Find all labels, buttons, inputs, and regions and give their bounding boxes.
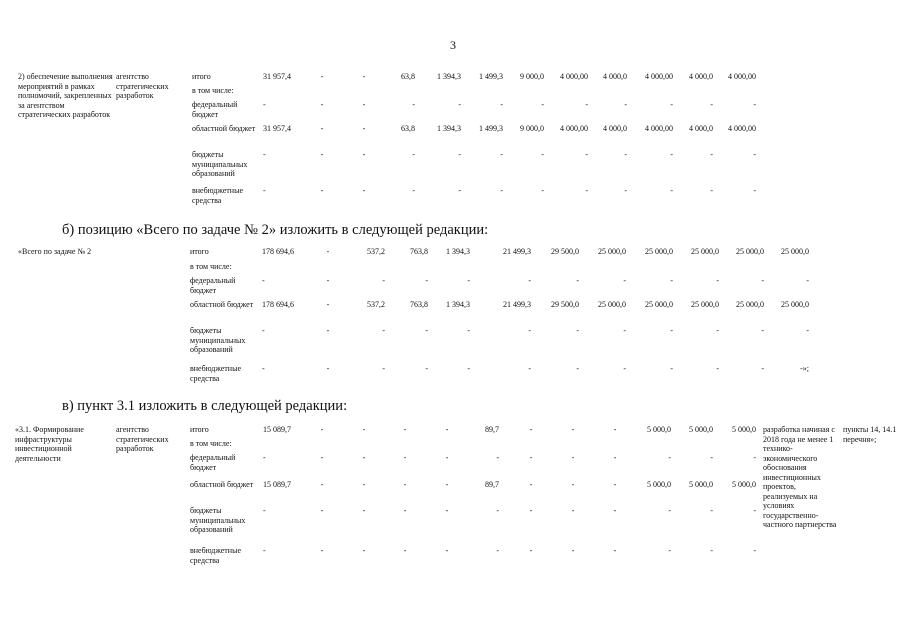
block1-executor: агентство стратегических разработок — [116, 72, 169, 100]
block1-cell: - — [541, 186, 544, 195]
block3-cell: - — [403, 546, 407, 555]
block1-cell: - — [753, 186, 756, 195]
block3-cell: 5 000,0 — [647, 425, 671, 434]
block3-cell: - — [529, 480, 533, 489]
block2-cell: 178 694,6 — [262, 300, 294, 309]
block2-cell: 537,2 — [367, 247, 385, 256]
block2-cell: - — [670, 364, 673, 373]
heading-b: б) позицию «Всего по задаче № 2» изложить в следующей редакции: — [62, 222, 489, 238]
block3-cell: - — [403, 425, 407, 434]
block2-cell: - — [425, 326, 428, 335]
block3-cell: - — [613, 425, 617, 434]
block1-cell: 63,8 — [401, 124, 415, 133]
block2-cell: - — [262, 276, 265, 285]
page-number: 3 — [450, 38, 456, 52]
block1-cell: 63,8 — [401, 72, 415, 81]
block3-cell: - — [445, 506, 449, 515]
block1-cell: 1 394,3 — [437, 72, 461, 81]
block2-cell: 25 000,0 — [691, 247, 719, 256]
block2-cell: 21 499,3 — [503, 300, 531, 309]
block3-cell: 5 000,0 — [647, 480, 671, 489]
block3-cell: - — [362, 546, 366, 555]
block1-cell: 4 000,00 — [728, 124, 756, 133]
block3-cell: - — [403, 453, 407, 462]
block3-cell: - — [668, 453, 671, 462]
block1-cell: - — [362, 150, 366, 159]
block2-cell: - — [326, 300, 330, 309]
block2-cell: - — [716, 364, 719, 373]
block3-cell: - — [263, 506, 266, 515]
block1-name: 2) обеспечение выполнения мероприятий в рамках полномочий, закрепленных за агентством стратегических разработок — [18, 72, 113, 119]
block3-executor: агентство стратегических разработок — [116, 425, 169, 453]
block2-cell: 178 694,6 — [262, 247, 294, 256]
block1-cell: 1 394,3 — [437, 124, 461, 133]
block1-cell: - — [541, 150, 544, 159]
block3-points: пункты 14, 14.1 перечня»; — [843, 425, 897, 444]
block1-cell: - — [412, 150, 415, 159]
block1-cell: - — [362, 186, 366, 195]
block2-cell: 1 394,3 — [446, 247, 470, 256]
block2-cell: 25 000,0 — [645, 300, 673, 309]
block1-row-label: итого — [192, 72, 211, 81]
block2-cell: - — [262, 326, 265, 335]
block3-cell: - — [529, 506, 533, 515]
block2-cell: 763,8 — [410, 247, 428, 256]
block3-cell: - — [320, 506, 324, 515]
block2-cell: - — [528, 326, 531, 335]
block3-cell: - — [571, 425, 575, 434]
block1-cell: - — [500, 150, 503, 159]
block3-cell: - — [362, 425, 366, 434]
block3-result: разработка начиная с 2018 года не менее 1 технико-экономического обоснования инвестиционных проектов, реализуемых на условиях государственно-частного партнерства — [763, 425, 837, 529]
block1-cell: - — [320, 150, 324, 159]
block1-cell: - — [412, 186, 415, 195]
block3-cell: - — [571, 506, 575, 515]
block1-cell: - — [362, 100, 366, 109]
block1-cell: 31 957,4 — [263, 124, 291, 133]
block1-cell: - — [362, 72, 366, 81]
block1-cell: - — [710, 186, 713, 195]
block2-cell: - — [576, 276, 579, 285]
block2-cell: 25 000,0 — [691, 300, 719, 309]
block1-cell: - — [541, 100, 544, 109]
block1-cell: - — [263, 100, 266, 109]
block2-row-label: внебюджетные средства — [190, 364, 241, 383]
block2-cell: - — [716, 276, 719, 285]
block2-cell: 29 500,0 — [551, 300, 579, 309]
block1-cell: - — [670, 150, 673, 159]
block3-cell: - — [496, 546, 499, 555]
block3-cell: 89,7 — [485, 480, 499, 489]
block2-cell: - — [623, 364, 626, 373]
block1-row-label: в том числе: — [192, 86, 234, 95]
block3-cell: 5 000,0 — [732, 425, 756, 434]
block1-cell: 4 000,0 — [603, 72, 627, 81]
block3-cell: - — [263, 546, 266, 555]
block2-cell: - — [528, 276, 531, 285]
block3-cell: 5 000,0 — [732, 480, 756, 489]
block3-cell: - — [529, 453, 533, 462]
block2-cell: 25 000,0 — [781, 247, 809, 256]
block2-cell: - — [761, 276, 764, 285]
block2-cell: - — [623, 326, 626, 335]
block3-cell: 15 089,7 — [263, 480, 291, 489]
block3-row-label: в том числе: — [190, 439, 232, 448]
block3-cell: - — [753, 546, 756, 555]
block1-cell: - — [263, 150, 266, 159]
block1-cell: 4 000,00 — [728, 72, 756, 81]
block3-cell: - — [320, 546, 324, 555]
block1-cell: - — [585, 100, 588, 109]
block1-cell: - — [412, 100, 415, 109]
block1-cell: - — [710, 150, 713, 159]
block2-cell: 25 000,0 — [598, 300, 626, 309]
block2-row-label: в том числе: — [190, 262, 232, 271]
block2-cell: - — [326, 364, 330, 373]
block3-cell: 5 000,0 — [689, 480, 713, 489]
block3-row-label: итого — [190, 425, 209, 434]
block3-cell: - — [710, 546, 713, 555]
block3-cell: - — [613, 453, 617, 462]
block3-cell: - — [445, 425, 449, 434]
block1-cell: 4 000,00 — [645, 72, 673, 81]
block3-row-label: областной бюджет — [190, 480, 254, 489]
block2-cell: - — [382, 326, 385, 335]
block3-cell: - — [362, 453, 366, 462]
block1-cell: - — [458, 150, 461, 159]
block3-cell: - — [403, 480, 407, 489]
block3-cell: - — [613, 546, 617, 555]
block1-cell: - — [320, 124, 324, 133]
block1-cell: - — [753, 100, 756, 109]
block3-cell: - — [753, 506, 756, 515]
block3-cell: - — [571, 546, 575, 555]
block1-cell: 4 000,00 — [560, 72, 588, 81]
block1-cell: - — [624, 100, 627, 109]
block2-cell: 25 000,0 — [736, 247, 764, 256]
block1-cell: - — [320, 186, 324, 195]
block2-cell: 29 500,0 — [551, 247, 579, 256]
block1-cell: - — [710, 100, 713, 109]
block3-cell: - — [710, 453, 713, 462]
block3-cell: - — [496, 506, 499, 515]
block2-cell: 763,8 — [410, 300, 428, 309]
block1-cell: - — [753, 150, 756, 159]
block2-cell: - — [382, 364, 385, 373]
block1-cell: - — [585, 186, 588, 195]
block2-cell: - — [326, 326, 330, 335]
block2-cell: - — [262, 364, 265, 373]
block2-row-label: итого — [190, 247, 209, 256]
block1-cell: - — [263, 186, 266, 195]
block2-cell: - — [467, 364, 470, 373]
block3-cell: - — [362, 506, 366, 515]
block1-cell: 4 000,00 — [645, 124, 673, 133]
block1-cell: 4 000,00 — [560, 124, 588, 133]
block3-cell: - — [445, 546, 449, 555]
block2-cell: 1 394,3 — [446, 300, 470, 309]
block3-cell: - — [571, 453, 575, 462]
block2-cell: - — [382, 276, 385, 285]
block3-cell: - — [403, 506, 407, 515]
block1-cell: - — [320, 72, 324, 81]
block1-row-label: федеральный бюджет — [192, 100, 238, 119]
block2-cell: - — [467, 326, 470, 335]
block3-cell: - — [529, 425, 533, 434]
block3-name: «3.1. Формирование инфраструктуры инвестиционной деятельности — [15, 425, 84, 463]
block1-row-label: внебюджетные средства — [192, 186, 243, 205]
block3-cell: - — [320, 425, 324, 434]
block3-cell: - — [496, 453, 499, 462]
block1-cell: - — [500, 100, 503, 109]
block3-cell: 15 089,7 — [263, 425, 291, 434]
block3-cell: 89,7 — [485, 425, 499, 434]
block1-cell: 1 499,3 — [479, 124, 503, 133]
block3-cell: - — [613, 480, 617, 489]
block2-cell: - — [716, 326, 719, 335]
block2-cell: 25 000,0 — [736, 300, 764, 309]
block1-cell: - — [670, 100, 673, 109]
block3-row-label: внебюджетные средства — [190, 546, 241, 565]
block2-cell: 537,2 — [367, 300, 385, 309]
block2-cell: - — [326, 247, 330, 256]
block1-cell: 4 000,0 — [689, 124, 713, 133]
block2-cell: 21 499,3 — [503, 247, 531, 256]
block2-cell: 25 000,0 — [598, 247, 626, 256]
block1-cell: - — [585, 150, 588, 159]
block1-cell: - — [500, 186, 503, 195]
block1-cell: 4 000,0 — [689, 72, 713, 81]
block2-cell: - — [467, 276, 470, 285]
block3-cell: - — [668, 546, 671, 555]
block3-cell: - — [362, 480, 366, 489]
block1-cell: - — [458, 100, 461, 109]
block2-row-label: федеральный бюджет — [190, 276, 236, 295]
block1-cell: - — [458, 186, 461, 195]
block2-cell: 25 000,0 — [781, 300, 809, 309]
block1-cell: - — [624, 186, 627, 195]
block2-cell: - — [425, 276, 428, 285]
block3-cell: - — [529, 546, 533, 555]
block3-cell: - — [613, 506, 617, 515]
block3-cell: - — [445, 453, 449, 462]
block2-cell: - — [326, 276, 330, 285]
block1-cell: - — [624, 150, 627, 159]
block3-row-label: бюджеты муниципальных образований — [190, 506, 246, 534]
block3-cell: - — [320, 480, 324, 489]
block3-cell: - — [668, 506, 671, 515]
block1-cell: 1 499,3 — [479, 72, 503, 81]
block1-row-label: бюджеты муниципальных образований — [192, 150, 248, 178]
block2-cell: - — [670, 276, 673, 285]
block2-cell: - — [761, 326, 764, 335]
block2-cell: - — [761, 364, 764, 373]
block2-row-label: областной бюджет — [190, 300, 254, 309]
block2-cell: 25 000,0 — [645, 247, 673, 256]
heading-v: в) пункт 3.1 изложить в следующей редакции: — [62, 398, 348, 414]
block3-cell: - — [445, 480, 449, 489]
block2-row-label: бюджеты муниципальных образований — [190, 326, 246, 354]
block2-cell: - — [806, 326, 809, 335]
block2-cell: - — [528, 364, 531, 373]
block2-cell: - — [806, 276, 809, 285]
block3-row-label: федеральный бюджет — [190, 453, 236, 472]
block2-cell: - — [623, 276, 626, 285]
block2-cell: -»; — [800, 364, 809, 373]
block1-cell: - — [362, 124, 366, 133]
block2-cell: - — [576, 364, 579, 373]
block1-row-label: областной бюджет — [192, 124, 256, 133]
block3-cell: - — [571, 480, 575, 489]
block1-cell: 9 000,0 — [520, 124, 544, 133]
block1-cell: - — [320, 100, 324, 109]
block2-cell: - — [670, 326, 673, 335]
block3-cell: - — [753, 453, 756, 462]
block3-cell: - — [263, 453, 266, 462]
block1-cell: 4 000,0 — [603, 124, 627, 133]
block1-cell: 31 957,4 — [263, 72, 291, 81]
block3-cell: 5 000,0 — [689, 425, 713, 434]
block3-cell: - — [320, 453, 324, 462]
block1-cell: 9 000,0 — [520, 72, 544, 81]
block3-cell: - — [710, 506, 713, 515]
block1-cell: - — [670, 186, 673, 195]
block2-cell: - — [425, 364, 428, 373]
block2-name: «Всего по задаче № 2 — [18, 247, 92, 256]
block2-cell: - — [576, 326, 579, 335]
